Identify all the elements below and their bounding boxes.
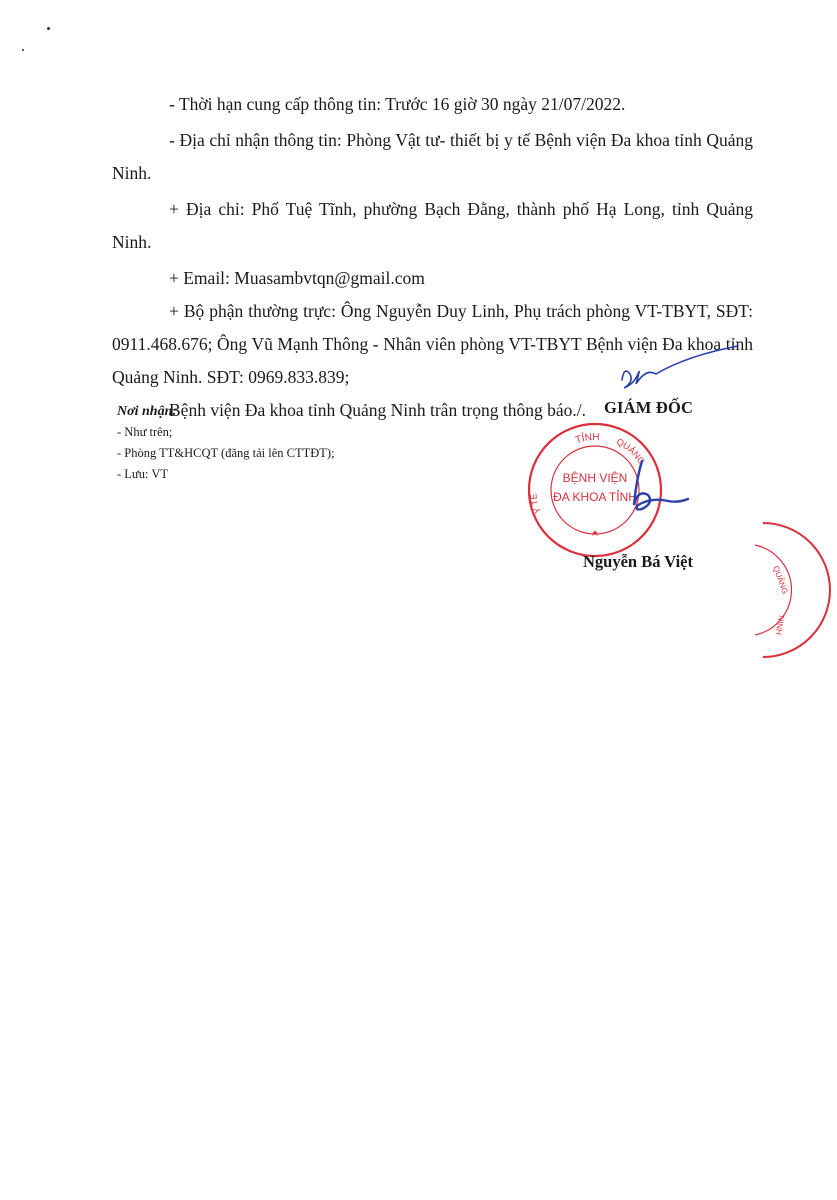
- scan-speck: [47, 27, 50, 30]
- receive-address-paragraph: - Địa chỉ nhận thông tin: Phòng Vật tư- thiết bị y tế Bệnh viện Đa khoa tỉnh Quảng Ninh.: [112, 130, 753, 183]
- recipient-item: - Phòng TT&HCQT (đăng tải lên CTTĐT);: [117, 446, 335, 460]
- email-paragraph: + Email: Muasambvtqn@gmail.com: [169, 268, 425, 288]
- stamp-line-2: ĐA KHOA TỈNH: [553, 490, 637, 504]
- svg-text:NINH: NINH: [773, 614, 786, 636]
- closing-paragraph: Bệnh viện Đa khoa tỉnh Quảng Ninh trân trọng thông báo./.: [169, 400, 587, 420]
- signatory-title: GIÁM ĐỐC: [604, 398, 694, 417]
- svg-text:QUẢNG: QUẢNG: [771, 564, 790, 596]
- partial-stamp: [735, 515, 835, 665]
- stamp-ring-left: Y TẾ: [528, 492, 543, 516]
- duty-department-paragraph: + Bộ phận thường trực: Ông Nguyễn Duy Linh, Phụ trách phòng VT-TBYT, SĐT: 0911.468.676; Ông Vũ Mạnh Thông - Nhân viên phòng VT-TBYT Bệnh viện Đa khoa tỉnh Quảng Ninh. SĐT: 0969.833.839;: [112, 301, 753, 387]
- stamp-ring-right: QUẢNG: [614, 436, 647, 467]
- street-address-paragraph: + Địa chỉ: Phố Tuệ Tĩnh, phường Bạch Đằng, thành phố Hạ Long, tỉnh Quảng Ninh.: [112, 199, 753, 252]
- recipients-block: [117, 402, 347, 485]
- recipients-title: Nơi nhận:: [117, 404, 178, 419]
- stamp-star-icon: [592, 530, 598, 536]
- scan-speck: [22, 49, 24, 51]
- stamp-line-1: BỆNH VIỆN: [562, 471, 628, 485]
- svg-text:Y TẾ: [528, 493, 543, 515]
- paraph-mark: [620, 455, 700, 525]
- stamp-ring-top: TỈNH: [574, 431, 600, 447]
- recipient-item: - Lưu: VT: [117, 467, 168, 481]
- svg-text:TỈNH: [574, 431, 600, 446]
- deadline-paragraph: - Thời hạn cung cấp thông tin: Trước 16 giờ 30 ngày 21/07/2022.: [169, 94, 626, 114]
- recipient-item: - Như trên;: [117, 425, 173, 439]
- signatory-name: Nguyễn Bá Việt: [583, 552, 694, 571]
